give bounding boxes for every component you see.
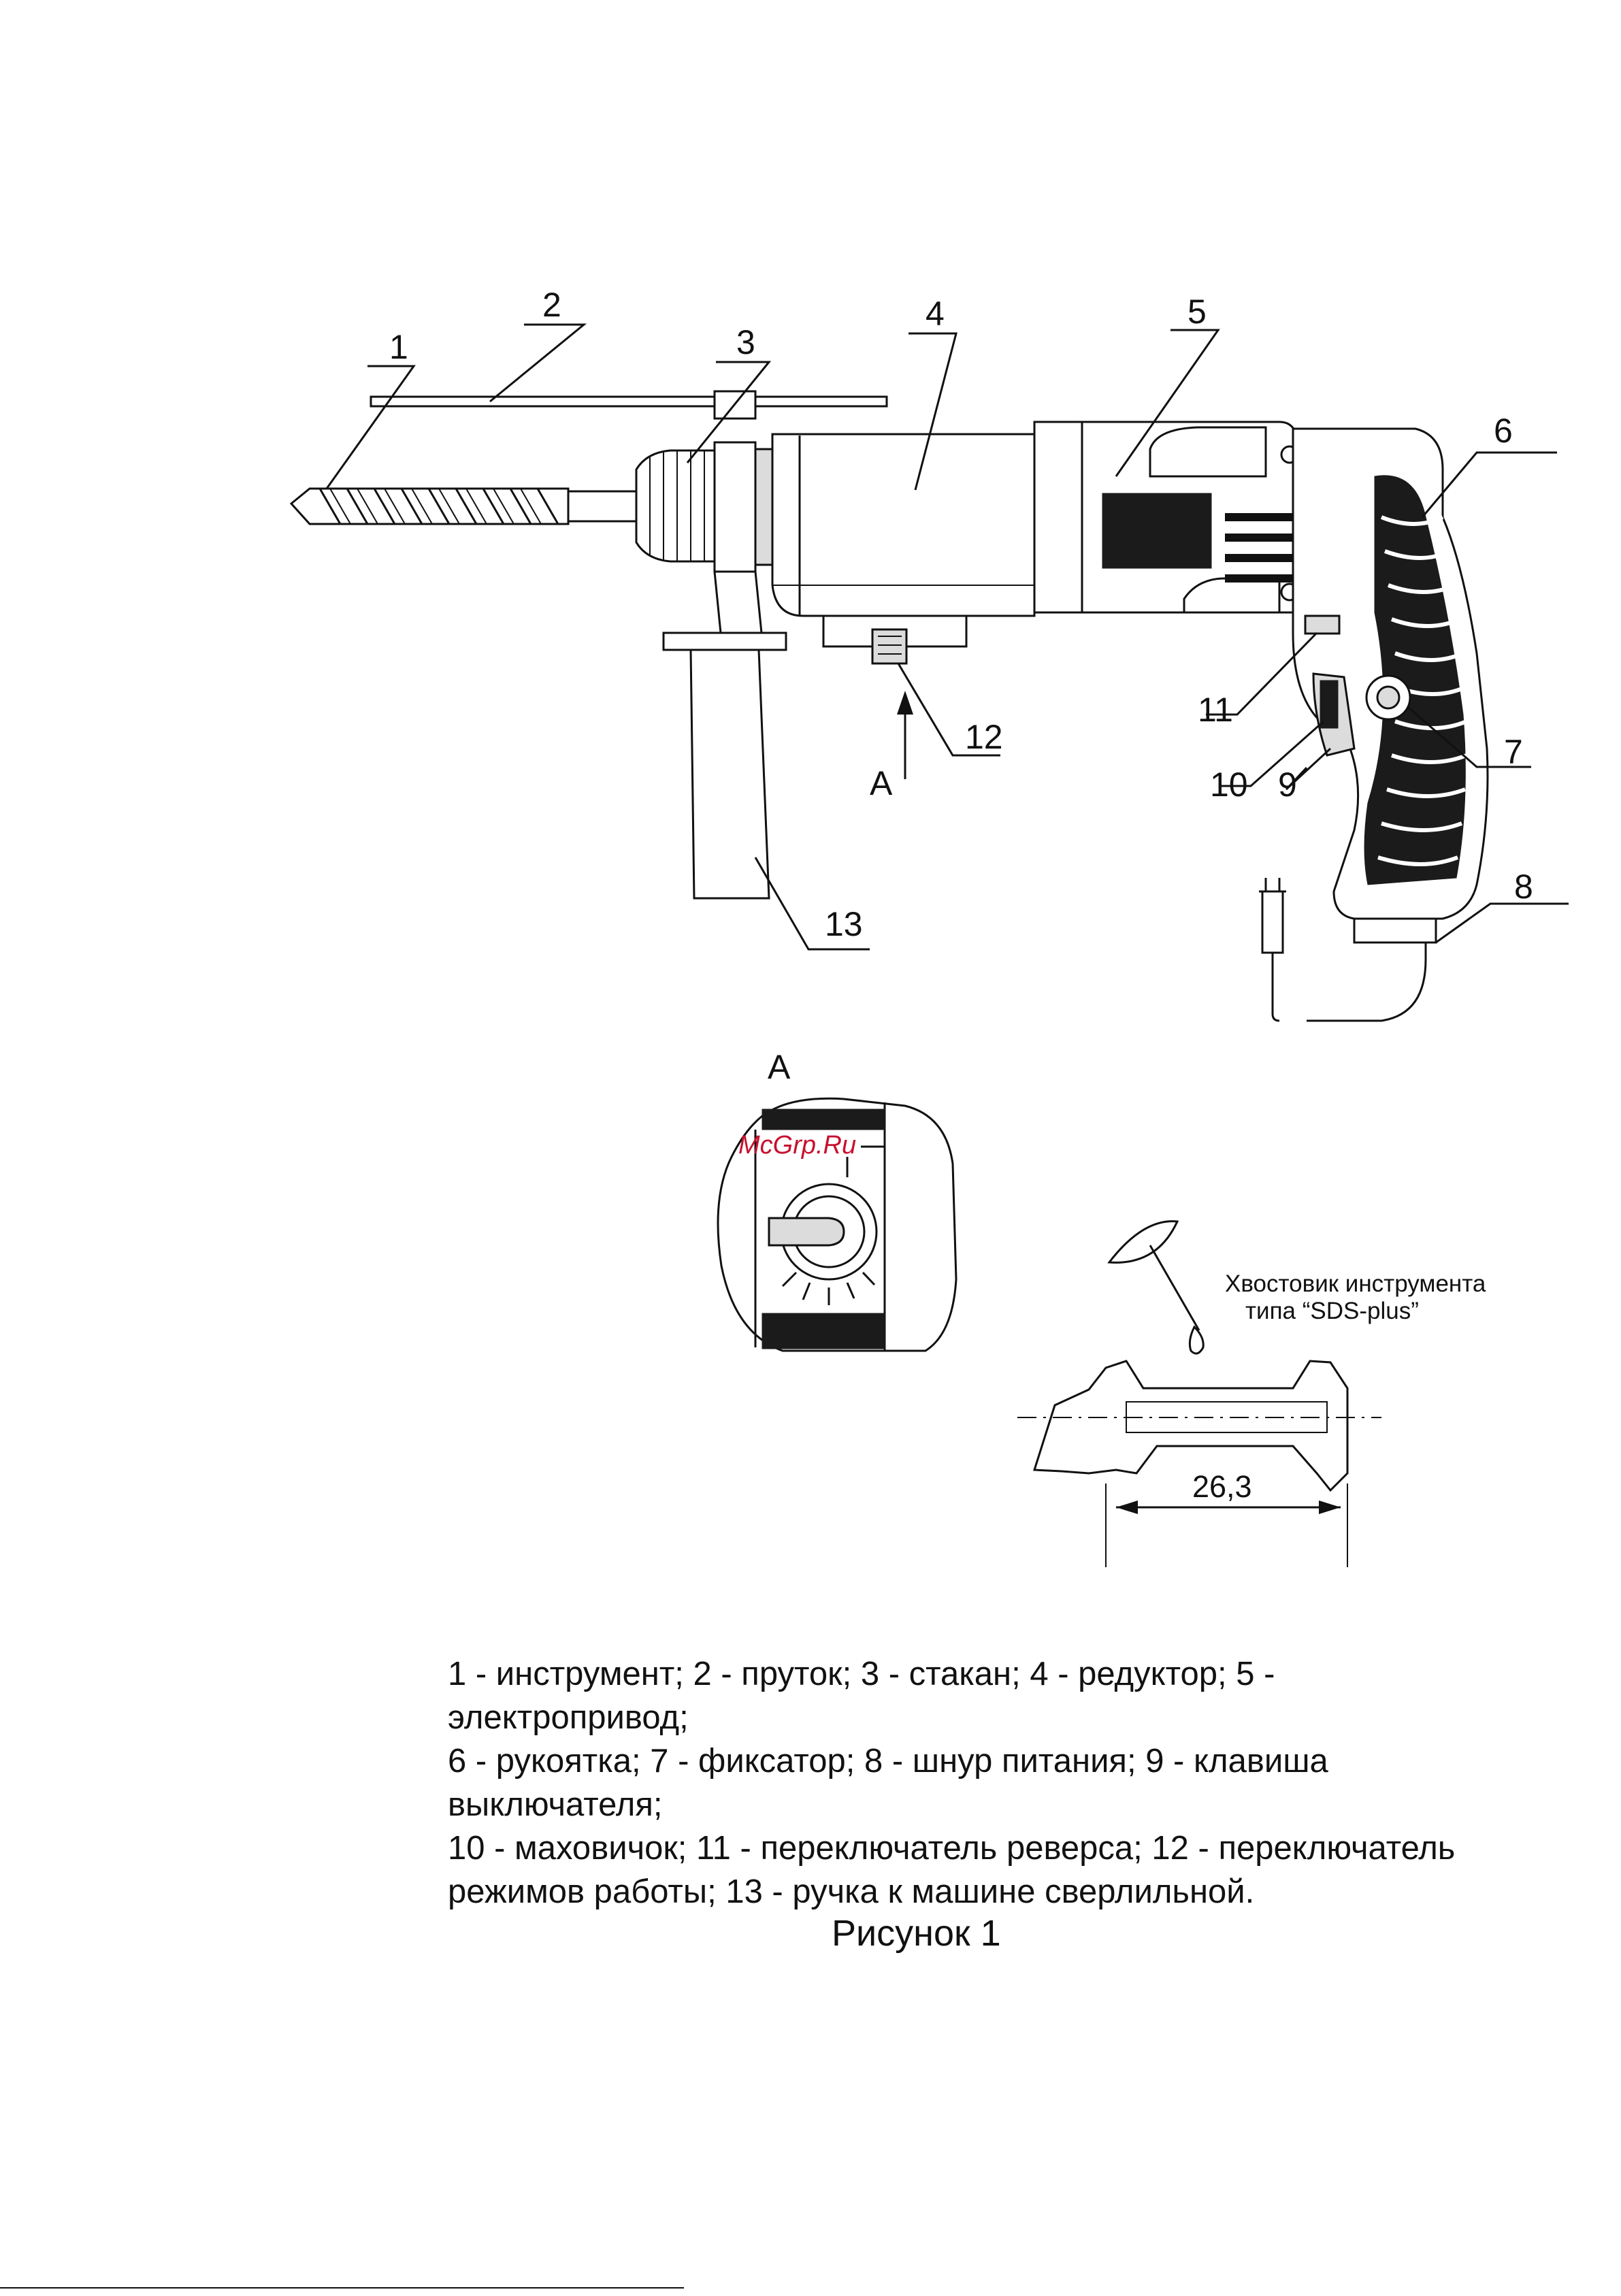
callout-12: 12	[965, 718, 1003, 756]
callout-7: 7	[1504, 733, 1523, 771]
view-arrow-label: A	[870, 764, 893, 802]
rotary-hammer-drawing	[291, 391, 1488, 1021]
gearbox-housing	[772, 434, 1034, 646]
detail-view-label: A	[768, 1048, 791, 1086]
callout-11: 11	[1198, 691, 1233, 729]
shank-note-line1: Хвостовик инструмента	[1225, 1270, 1486, 1297]
parts-legend: 1 - инструмент; 2 - пруток; 3 - стакан; 4 - редуктор; 5 - электропривод; 6 - рукоятка; 7 - фиксатор; 8 - шнур питания; 9 - клавиша выключателя; 10 - маховичок; 11 - переключатель реверса; 12 - переключатель режимов работы; 13 - ручка к машине сверлильной.	[448, 1656, 1456, 1910]
callout-4: 4	[926, 295, 945, 333]
callout-3: 3	[736, 323, 755, 361]
grip-handle	[1293, 429, 1488, 942]
side-handle	[664, 572, 786, 898]
callout-2: 2	[542, 286, 561, 324]
callout-9: 9	[1278, 766, 1297, 804]
mode-switch	[872, 629, 906, 663]
sds-plus-shank-detail	[1017, 1221, 1486, 1567]
detail-view-a	[718, 1048, 956, 1351]
watermark-text: McGrp.Ru	[738, 1131, 857, 1160]
callout-6: 6	[1494, 412, 1513, 450]
shank-note-line2: типа “SDS-plus”	[1245, 1298, 1419, 1324]
callout-8: 8	[1514, 868, 1533, 906]
figure-title: Рисунок 1	[832, 1913, 1001, 1954]
callout-10: 10	[1210, 766, 1248, 804]
callout-13: 13	[825, 905, 863, 943]
chuck-sleeve	[636, 442, 772, 572]
callout-5: 5	[1188, 293, 1207, 331]
depth-rod	[371, 397, 887, 406]
dimension-value: 26,3	[1192, 1469, 1252, 1504]
callout-1: 1	[389, 328, 408, 366]
drill-bit	[291, 489, 636, 524]
